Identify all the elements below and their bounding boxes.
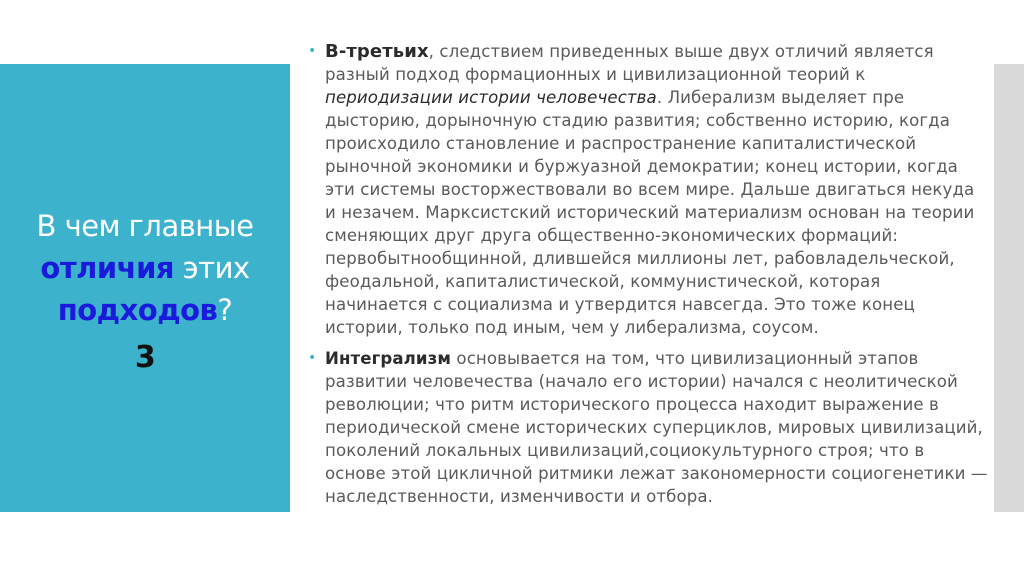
title-highlight-approaches: подходов [57,293,218,327]
bullet-dot-icon: • [308,43,317,59]
slide-title [0,205,290,379]
title-text: В чем главные [36,209,254,243]
bullet-item [308,40,988,339]
bullet-text: . Либерализм выделяет пре дысторию, дорыночную стадию развития; собственно историю, когда происходило становление и распространение капиталистической рыночной экономики и буржуазной демократии; конец истории, когда эти системы восторжествовали во всем мире. Дальше двигаться некуда и незачем. Марксистский исторический материализм основан на теории сменяющих друг друга общественно-экономических формаций: первобытнообщинной, длившейся миллионы лет, рабовладельческой, феодальной, капиталистической, коммунистической, которая начинается с социализма и утвердится навсегда. Это тоже конец истории, только под иным, чем у либерализма, соусом. [325,88,975,337]
bullet-lead: В-третьих [325,41,429,62]
bullet-text: основывается на том, что цивилизационный этапов развитии человечества (начало его истории) начался с неолитической революции; что ритм исторического процесса находит выражение в периодической смене исторических суперциклов, мировых цивилизаций, поколений локальных цивилизаций,социокультурного строя; что в основе этой цикличной ритмики лежат закономерности социогенетики — наследственности, изменчивости и отбора. [325,349,988,506]
scroll-bar [994,64,1024,512]
bullet-text: , следствием приведенных выше двух отличий является разный подход формационных и цивилизационной теорий к [325,42,934,84]
bullet-item [308,347,988,508]
title-question-mark: ? [217,293,233,327]
bullet-emphasis: периодизации истории человечества [325,88,657,107]
bullet-dot-icon: • [308,350,317,366]
bullet-lead: Интегрализм [325,349,452,368]
title-highlight-differences: отличия [40,251,175,285]
title-text-these: этих [174,251,250,285]
slide-body [308,40,988,516]
slide-number: 3 [134,340,156,375]
